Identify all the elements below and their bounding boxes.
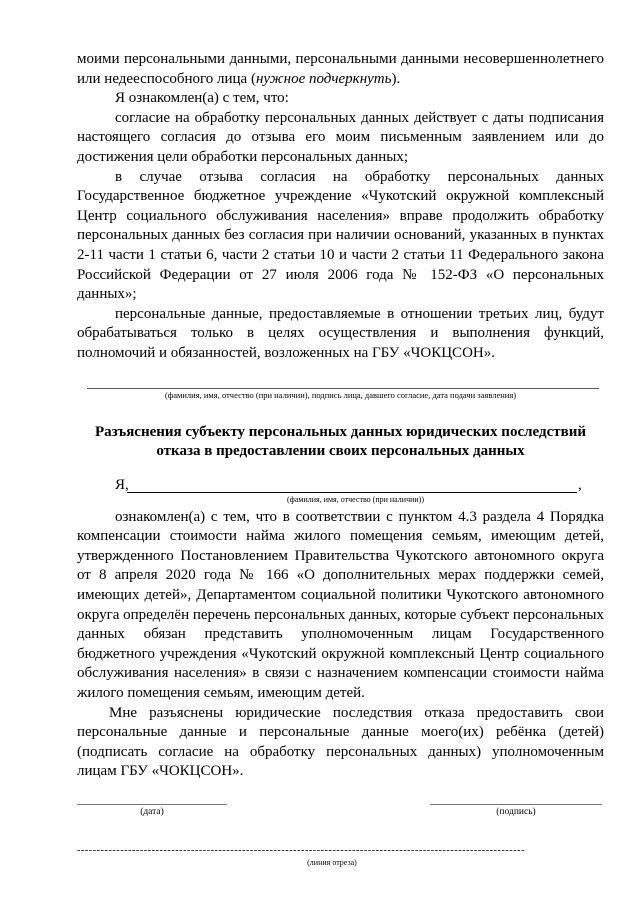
section-heading: Разъяснения субъекту персональных данных юридических последствий отказа в предоставлении своих персональных данных [95,423,586,460]
paragraph-third-parties: персональные данные, предоставляемые в отношении третьих лиц, будут обрабатываться только в целях осуществления и выполнения функций, полномочий и обязанностей, возложенных на ГБУ «ЧОКЦСОН». [77,305,604,361]
paragraph-consequences: Мне разъяснены юридические последствия отказа предоставить свои персональные данные и персональные данные моего(их) ребёнка (детей) (подписать согласие на обработку персональных данных) уполномоченным лицам ГБУ «ЧОКЦСОН». [77,704,604,780]
name-field-caption: (фамилия, имя, отчество (при наличии)) [287,494,424,504]
paragraph-acknowledged-rules: ознакомлен(а) с тем, что в соответствии с пунктом 4.3 раздела 4 Порядка компенсации стоимости найма жилого помещения семьям, имеющим детей, утвержденного Постановлением Правительства Чукотского автономного округа от 8 апреля 2020 года № 166 «О дополнительных мерах поддержки семей, имеющих детей», Департаментом социальной политики Чукотского автономного округа определён перечень персональных данных, которые субъект персональных данных обязан представить уполномоченным лицам Государственного бюджетного учреждения «Чукотский окружной комплексный Центр социального обслуживания населения» в связи с назначением компенсации стоимости найма жилого помещения семьям, имеющим детей. [77,508,604,702]
document-page [77,50,604,868]
text: ). [391,70,401,87]
cut-line-caption: (линия отреза) [307,858,357,867]
name-field-row [77,477,604,497]
signature-caption: (фамилия, имя, отчество (при наличии), подпись лица, давшего согласие, дата подачи заявления) [164,389,517,400]
cut-line: ------------------------------------------------------------------------------------------------------------------ [77,845,526,856]
paragraph-consent-validity: согласие на обработку персональных данных действует с даты подписания настоящего согласия до отзыва его моим письменным заявлением или до достижения цели обработки персональных данных; [77,109,604,165]
date-line[interactable] [77,804,227,805]
signature-line[interactable] [87,388,599,389]
text: моими персональными данными, персональными данными несовершеннолетнего или недееспособного лица ( [77,51,604,87]
paragraph-consent-subject [77,50,604,89]
sign-caption: (подпись) [496,807,536,817]
date-caption: (дата) [140,807,164,817]
italic-note: нужное подчеркнуть [255,70,392,87]
name-field-line[interactable] [127,492,577,493]
date-signature-row [77,804,604,834]
paragraph-acknowledged: Я ознакомлен(а) с тем, что: [115,90,289,107]
comma: , [578,476,582,493]
ya-label: Я, [115,476,129,493]
sign-line[interactable] [430,804,602,805]
paragraph-consent-revocation: в случае отзыва согласия на обработку персональных данных Государственное бюджетное учреждение «Чукотский окружной комплексный Центр социального обслуживания населения» вправе продолжить обработку персональных данных без согласия при наличии оснований, указанных в пунктах 2-11 части 1 статьи 6, части 2 статьи 10 и части 2 статьи 11 Федерального закона Российской Федерации от 27 июля 2006 года № 152-ФЗ «О персональных данных»; [77,168,604,303]
